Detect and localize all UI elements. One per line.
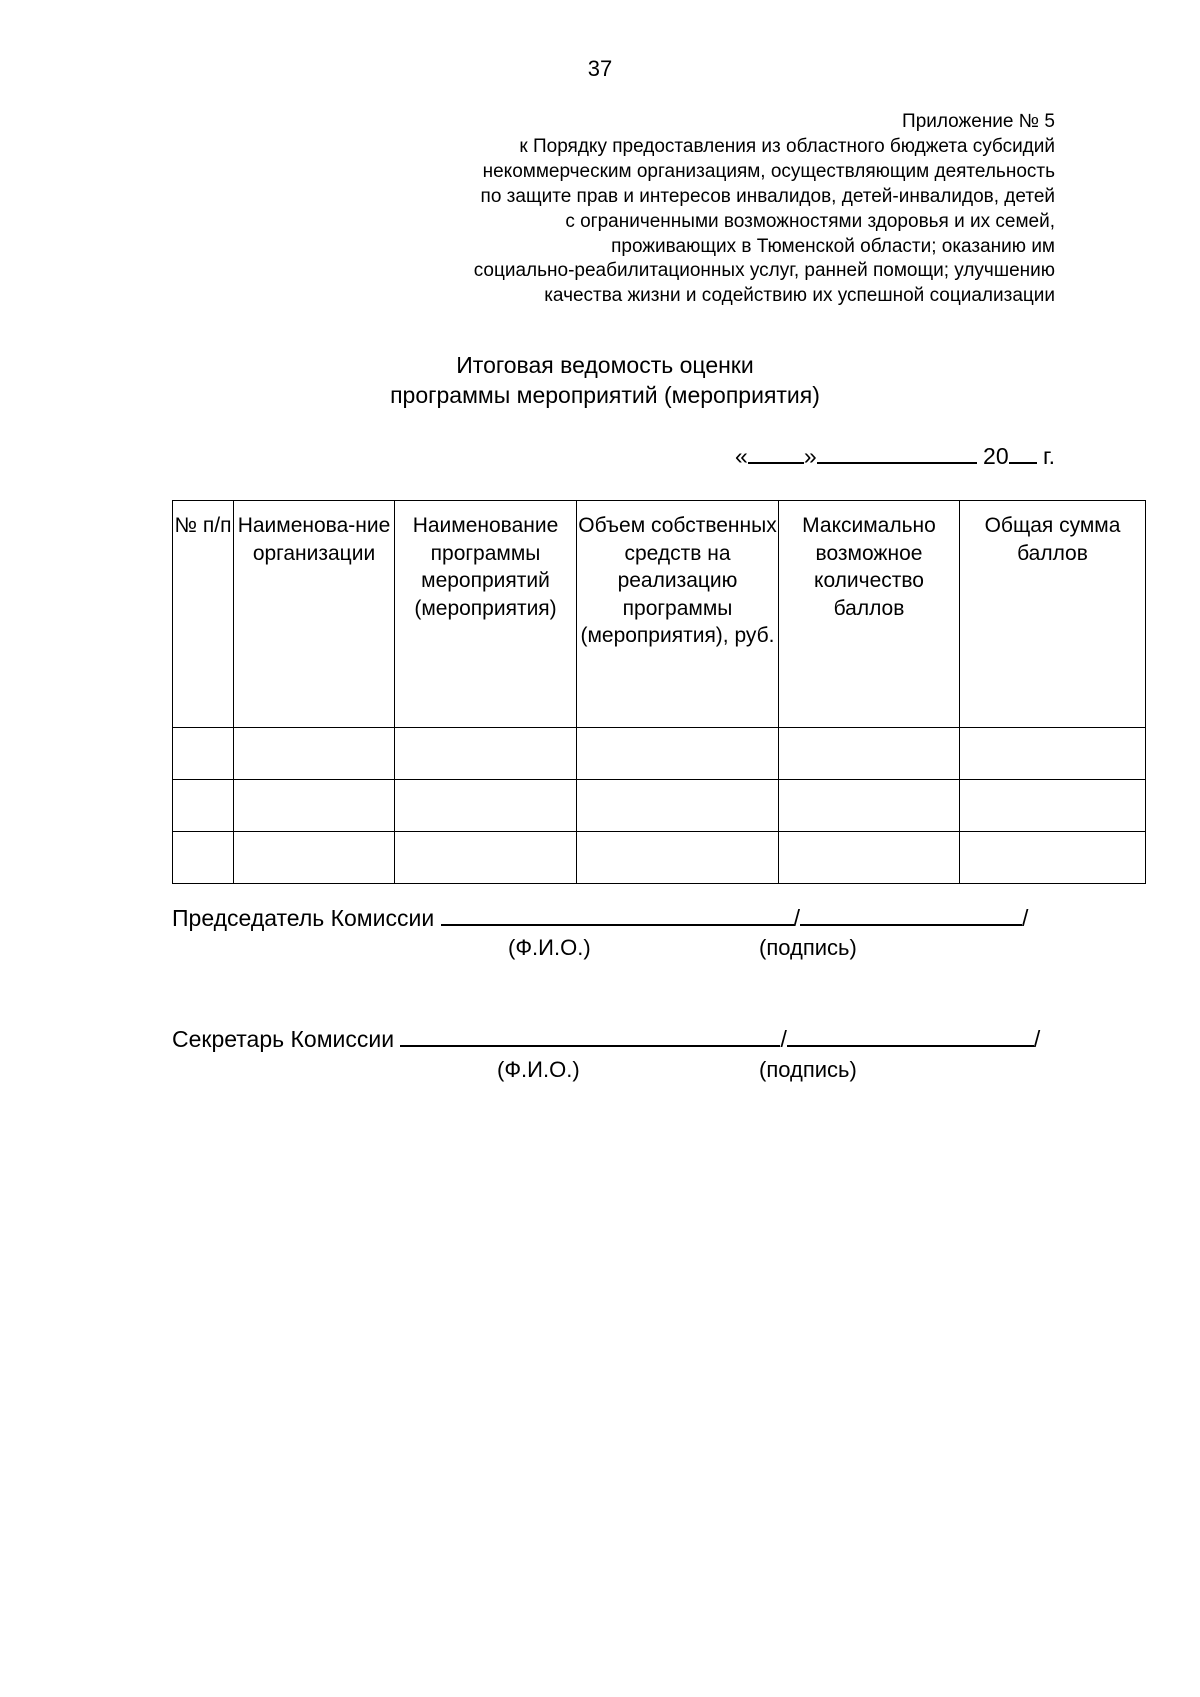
table-cell[interactable] xyxy=(779,832,960,884)
table-cell[interactable] xyxy=(173,728,234,780)
chairman-label: Председатель Комиссии xyxy=(172,905,435,931)
header-number: № п/п xyxy=(173,501,234,728)
chairman-fio-blank[interactable] xyxy=(441,902,794,926)
appendix-line: к Порядку предоставления из областного бюджета субсидий xyxy=(519,135,1055,157)
year-suffix: г. xyxy=(1043,443,1055,469)
appendix-line: проживающих в Тюменской области; оказанию им xyxy=(611,235,1055,257)
year-blank[interactable] xyxy=(1009,442,1037,464)
table-cell[interactable] xyxy=(577,832,779,884)
appendix-line: некоммерческим организациям, осуществляющим деятельность xyxy=(482,160,1055,182)
header-own-funds: Объем собственных средств на реализацию программы (мероприятия), руб. xyxy=(577,501,779,728)
table-cell[interactable] xyxy=(234,780,395,832)
table-cell[interactable] xyxy=(960,728,1146,780)
table-cell[interactable] xyxy=(577,780,779,832)
date-close-quote: » xyxy=(803,443,817,469)
fio-caption: (Ф.И.О.) xyxy=(508,935,591,960)
date-open-quote: « xyxy=(735,443,748,469)
table-cell[interactable] xyxy=(577,728,779,780)
separator: / xyxy=(793,905,800,931)
table-cell[interactable] xyxy=(960,832,1146,884)
header-total-score: Общая сумма баллов xyxy=(960,501,1146,728)
table-row xyxy=(173,832,1146,884)
header-program-name: Наименование программы мероприятий (мероприятия) xyxy=(395,501,577,728)
table-cell[interactable] xyxy=(779,780,960,832)
separator: / xyxy=(1021,905,1029,931)
table-cell[interactable] xyxy=(395,832,577,884)
separator: / xyxy=(1033,1026,1041,1052)
secretary-signature-line xyxy=(172,1023,1040,1053)
table-row xyxy=(173,728,1146,780)
header-max-score: Максимально возможное количество баллов xyxy=(779,501,960,728)
table-cell[interactable] xyxy=(234,832,395,884)
chairman-signature-line xyxy=(172,902,1028,932)
separator: / xyxy=(780,1026,787,1052)
evaluation-table xyxy=(172,500,1146,884)
table-header-row xyxy=(173,501,1146,728)
chairman-signature-blank[interactable] xyxy=(800,902,1022,926)
appendix-title: Приложение № 5 xyxy=(902,111,1055,132)
table-cell[interactable] xyxy=(173,832,234,884)
appendix-line: с ограниченными возможностями здоровья и их семей, xyxy=(565,210,1055,232)
fio-caption: (Ф.И.О.) xyxy=(497,1057,580,1082)
appendix-line: качества жизни и содействию их успешной социализации xyxy=(544,285,1055,307)
document-title-line: программы мероприятий (мероприятия) xyxy=(390,382,820,408)
table-cell[interactable] xyxy=(173,780,234,832)
appendix-block xyxy=(375,110,1055,309)
signature-caption: (подпись) xyxy=(759,1057,857,1082)
table-cell[interactable] xyxy=(234,728,395,780)
date-line xyxy=(735,442,1055,470)
table-cell[interactable] xyxy=(395,780,577,832)
appendix-line: социально-реабилитационных услуг, ранней помощи; улучшению xyxy=(473,260,1055,282)
signature-caption: (подпись) xyxy=(759,935,857,960)
table-cell[interactable] xyxy=(960,780,1146,832)
table-cell[interactable] xyxy=(779,728,960,780)
document-title xyxy=(0,350,1200,410)
secretary-label: Секретарь Комиссии xyxy=(172,1026,395,1052)
year-prefix: 20 xyxy=(983,443,1009,469)
header-organization: Наименова-ние организации xyxy=(234,501,395,728)
month-blank[interactable] xyxy=(817,442,977,464)
page-number: 37 xyxy=(587,56,613,81)
day-blank[interactable] xyxy=(748,442,804,464)
secretary-fio-blank[interactable] xyxy=(400,1023,780,1047)
table-row xyxy=(173,780,1146,832)
secretary-signature-blank[interactable] xyxy=(787,1023,1034,1047)
table-cell[interactable] xyxy=(395,728,577,780)
appendix-line: по защите прав и интересов инвалидов, детей-инвалидов, детей xyxy=(480,185,1055,207)
document-title-line: Итоговая ведомость оценки xyxy=(456,352,754,378)
